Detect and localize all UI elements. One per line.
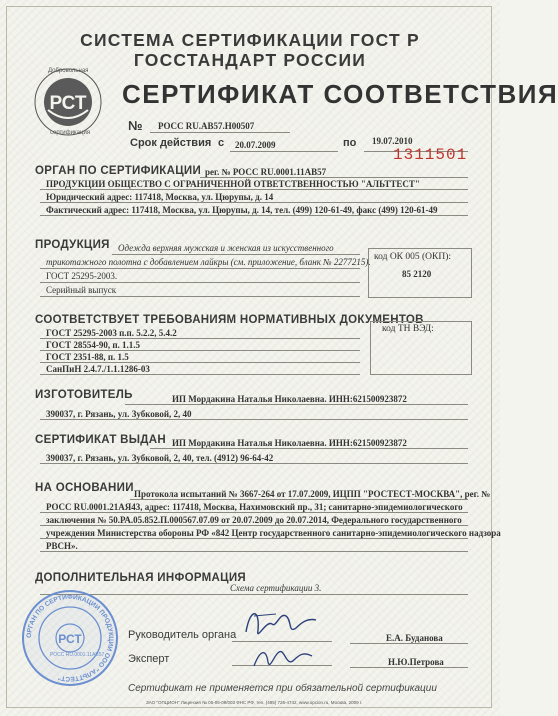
logo-top-text: Добровольная [48, 68, 89, 74]
basis-underline-5 [40, 551, 468, 552]
cb-underline-2 [40, 189, 468, 190]
product-underline-3 [40, 282, 360, 283]
to-label: по [343, 137, 357, 149]
basis-line-5: РВСН». [46, 541, 78, 551]
product-underline-1 [112, 254, 360, 255]
cb-underline-3 [40, 202, 468, 203]
product-underline-2 [40, 268, 360, 269]
basis-underline-2 [40, 512, 468, 513]
to-date: 19.07.2010 [372, 136, 413, 146]
printer-fine-print: ЗАО "ОПЦИОН" Лицензия № 05-05-09/003 ФНС РФ, тел. (495) 726-4742, www.opcion.ru, Москва, 2009 г. [146, 700, 363, 705]
expert-name: Н.Ю.Петрова [388, 657, 444, 667]
head-signature-label: Руководитель органа [128, 629, 237, 641]
basis-line-2: РОСС RU.0001.21АЯ43, адрес: 117418, Москва, Нахимовский пр., 31; санитарно-эпидемиологического [46, 502, 463, 512]
rst-logo-icon [34, 64, 102, 140]
logo-bottom-text: сертификация [50, 130, 91, 136]
req-underline-1 [40, 338, 360, 339]
tnved-label: код ТН ВЭД: [382, 324, 434, 334]
okp-label: код ОК 005 (ОКП): [374, 252, 452, 262]
issued-to-address: 390037, г. Рязань, ул. Зубковой, 2, 40, тел. (4912) 96-64-42 [46, 453, 274, 463]
head-name-line [350, 643, 468, 644]
additional-info-heading: ДОПОЛНИТЕЛЬНАЯ ИНФОРМАЦИЯ [35, 572, 246, 584]
certification-body-heading: ОРГАН ПО СЕРТИФИКАЦИИ [35, 165, 202, 177]
certification-body-legal-address: Юридический адрес: 117418, Москва, ул. Цюрупы, д. 14 [46, 192, 274, 202]
validity-label: Срок действия [130, 137, 212, 149]
certificate-title: СЕРТИФИКАТ СООТВЕТСТВИЯ [122, 79, 558, 109]
req-underline-2 [40, 350, 360, 351]
number-underline [150, 132, 290, 133]
official-stamp [20, 588, 120, 688]
manufacturer-heading: ИЗГОТОВИТЕЛЬ [35, 389, 133, 401]
expert-signature-label: Эксперт [128, 653, 170, 665]
product-heading: ПРОДУКЦИЯ [35, 239, 110, 251]
requirements-heading: СООТВЕТСТВУЕТ ТРЕБОВАНИЯМ НОРМАТИВНЫХ ДОКУМЕНТОВ [35, 314, 424, 326]
certificate-number: РОСС RU.AB57.H00507 [158, 121, 255, 131]
from-date: 20.07.2009 [235, 140, 276, 150]
basis-underline-4 [40, 538, 468, 539]
footer-note: Сертификат не применяется при обязательной сертификации [128, 683, 437, 694]
basis-underline-1 [130, 499, 468, 500]
system-heading: СИСТЕМА СЕРТИФИКАЦИИ ГОСТ Р [80, 30, 420, 50]
basis-line-3: заключения № 50.РА.05.852.П.000567.07.09 от 20.07.2009 до 20.07.2014, Федерального государственного [46, 515, 462, 525]
certification-logo [34, 64, 102, 140]
cb-underline-4 [40, 215, 468, 216]
agency-heading: ГОССТАНДАРТ РОССИИ [133, 50, 367, 70]
basis-line-1: Протокола испытаний № 3667-264 от 17.07.2009, ИЦПП "РОСТЕСТ-МОСКВА", рег. № [134, 489, 491, 499]
serial-number: 1311501 [393, 146, 468, 164]
man-underline-2 [40, 419, 468, 420]
from-underline [230, 151, 338, 152]
basis-heading: НА ОСНОВАНИИ [35, 482, 134, 494]
iss-underline-1 [150, 448, 468, 449]
issued-to-name: ИП Мордакина Наталья Николаевна. ИНН:621500923872 [172, 438, 407, 448]
manufacturer-address: 390037, г. Рязань, ул. Зубковой, 2, 40 [46, 409, 192, 419]
product-line-1: Одежда верхняя мужская и женская из искусственного [118, 243, 334, 253]
product-line-3: ГОСТ 25295-2003. [46, 271, 118, 281]
svg-text:РСТ: РСТ [58, 632, 82, 646]
req-underline-3 [40, 362, 360, 363]
requirement-doc-3: ГОСТ 2351-88, п. 1.5 [46, 352, 129, 362]
requirement-doc-1: ГОСТ 25295-2003 п.п. 5.2.2, 5.4.2 [46, 328, 177, 338]
cb-underline-1 [200, 177, 468, 178]
okp-value: 85 2120 [402, 269, 432, 279]
certification-body-name: ПРОДУКЦИИ ОБЩЕСТВО С ОГРАНИЧЕННОЙ ОТВЕТСТВЕННОСТЬЮ "АЛЬТТЕСТ" [46, 179, 420, 189]
stamp-ring-text [20, 588, 120, 688]
signature-scribble-icon-2 [248, 640, 318, 676]
svg-text:РСТ: РСТ [49, 93, 87, 114]
manufacturer-name: ИП Мордакина Наталья Николаевна. ИНН:621500923872 [172, 394, 407, 404]
product-line-2: трикотажного полотна с добавлением лайкры (см. приложение, бланк № 2277215). [46, 257, 371, 267]
requirement-doc-2: ГОСТ 28554-90, п. 1.1.5 [46, 340, 141, 350]
product-line-4: Серийный выпуск [46, 285, 117, 295]
iss-underline-2 [40, 463, 468, 464]
expert-name-line [350, 667, 468, 668]
number-label: № [128, 118, 143, 133]
req-underline-4 [40, 374, 360, 375]
basis-line-4: учреждения Министерства обороны РФ «842 Центр государственного санитарно-эпидемиологического надзора [46, 528, 501, 538]
issued-to-heading: СЕРТИФИКАТ ВЫДАН [35, 434, 167, 446]
svg-text:ОРГАН ПО СЕРТИФИКАЦИИ ПРОДУКЦИ: ОРГАН ПО СЕРТИФИКАЦИИ ПРОДУКЦИИ ООО "АЛЬТТЕСТ" [25, 593, 115, 683]
requirement-doc-4: СанПиН 2.4.7./1.1.1286-03 [46, 364, 150, 374]
certification-body-actual-address: Фактический адрес: 117418, Москва, ул. Цюрупы, д. 14, тел. (499) 120-61-49, факс (499) 120-61-49 [46, 205, 438, 215]
head-name: Е.А. Буданова [386, 633, 443, 643]
man-underline-1 [125, 404, 468, 405]
basis-underline-3 [40, 525, 468, 526]
from-label: с [218, 137, 225, 149]
expert-signature [248, 640, 318, 676]
certification-body-reg: рег. № РОСС RU.0001.11AB57 [205, 167, 327, 177]
certification-scheme: Схема сертификации 3. [230, 583, 322, 593]
product-underline-4 [40, 296, 360, 297]
stamp-center-text: РОСС RU.0001.11АВ57 [50, 652, 105, 658]
